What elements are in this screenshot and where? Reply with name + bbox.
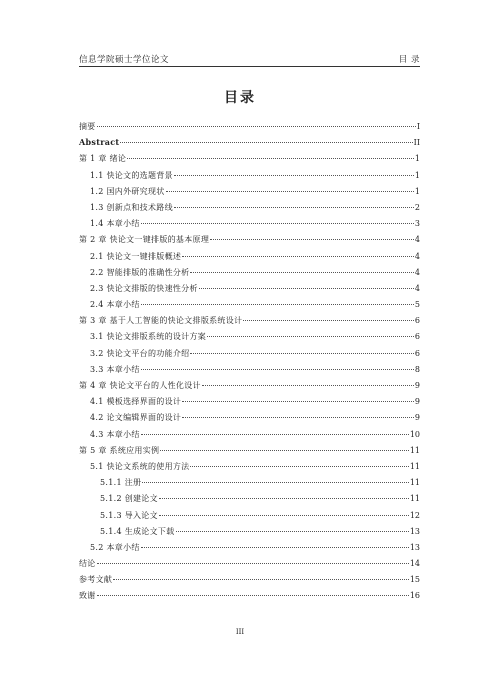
toc-entry-page: 3 xyxy=(414,219,420,229)
toc-entry-label: 5.1.1 注册 xyxy=(100,478,142,488)
toc-dot-leader xyxy=(159,515,409,516)
toc-entry[interactable] xyxy=(79,121,420,137)
toc-entry-page: 10 xyxy=(409,429,420,439)
toc-entry[interactable] xyxy=(79,218,420,234)
toc-dot-leader xyxy=(120,142,412,143)
toc-dot-leader xyxy=(97,595,409,596)
toc-entry-label: 第 2 章 快论文一键排版的基本原理 xyxy=(79,235,210,245)
toc-dot-leader xyxy=(141,434,409,435)
toc-dot-leader xyxy=(176,531,409,532)
toc-entry-label: 摘要 xyxy=(79,122,96,131)
toc-entry[interactable] xyxy=(79,542,420,558)
toc-dot-leader xyxy=(190,272,413,273)
toc-entry-page: 5 xyxy=(414,300,420,310)
toc-entry[interactable] xyxy=(79,267,420,283)
toc-entry[interactable] xyxy=(79,153,420,169)
toc-entry-label: 2.3 快论文排版的快速性分析 xyxy=(90,283,198,293)
toc-entry-label: 第 4 章 快论文平台的人性化设计 xyxy=(79,381,201,390)
toc-entry-page: 14 xyxy=(409,559,420,569)
toc-dot-leader xyxy=(174,207,414,208)
toc-dot-leader xyxy=(160,450,408,451)
toc-dot-leader xyxy=(113,579,409,580)
toc-entry[interactable] xyxy=(79,558,420,574)
toc-entry-page: 11 xyxy=(409,478,420,488)
toc-entry[interactable] xyxy=(79,299,420,315)
toc-dot-leader xyxy=(199,288,414,289)
toc-entry-label: 5.2 本章小结 xyxy=(90,542,140,552)
page-title: 目录 xyxy=(224,90,256,106)
toc-entry-page: 6 xyxy=(414,316,420,326)
toc-entry[interactable] xyxy=(79,202,420,218)
toc-dot-leader xyxy=(207,336,414,337)
toc-entry-page: 9 xyxy=(414,413,420,423)
toc-entry-page: 6 xyxy=(414,348,420,358)
toc-dot-leader xyxy=(190,353,413,354)
toc-entry[interactable] xyxy=(79,493,420,509)
toc-entry-label: 1.4 本章小结 xyxy=(90,219,140,229)
toc-entry-label: 4.1 模板选择界面的设计 xyxy=(90,397,182,407)
toc-dot-leader xyxy=(210,239,414,240)
toc-entry[interactable] xyxy=(79,429,420,445)
toc-entry-label: 1.2 国内外研究现状 xyxy=(90,186,165,196)
toc-entry-page: 16 xyxy=(409,591,420,601)
toc-entry-page: 9 xyxy=(414,397,420,407)
toc-entry-page: 4 xyxy=(414,235,420,245)
toc-dot-leader xyxy=(182,417,414,418)
toc-dot-leader xyxy=(243,320,414,321)
toc-entry[interactable] xyxy=(79,364,420,380)
toc-entry-label: 第 5 章 系统应用实例 xyxy=(79,445,160,455)
toc-entry-label: 致谢 xyxy=(79,591,96,601)
toc-entry[interactable] xyxy=(79,234,420,250)
toc-entry-page: 15 xyxy=(409,575,420,585)
toc-entry-label: 3.1 快论文排版系统的设计方案 xyxy=(90,332,207,342)
toc-entry-label: 5.1.3 导入论文 xyxy=(100,510,158,520)
toc-entry[interactable] xyxy=(79,526,420,542)
toc-dot-leader xyxy=(182,256,414,257)
toc-entry-label: 第 1 章 绪论 xyxy=(79,154,127,164)
toc-entry-label: 3.2 快论文平台的功能介绍 xyxy=(90,348,190,358)
toc-entry-page: 1 xyxy=(414,154,420,164)
toc-dot-leader xyxy=(202,385,414,386)
toc-entry-page: 11 xyxy=(409,461,420,471)
running-header xyxy=(79,53,420,65)
toc-dot-leader xyxy=(97,126,416,127)
toc-dot-leader xyxy=(141,223,414,224)
toc-entry-label: 结论 xyxy=(79,559,96,569)
toc-entry-label: 4.2 论文编辑界面的设计 xyxy=(90,413,182,423)
header-rule xyxy=(79,66,420,67)
toc-entry-label: 2.2 智能排版的准确性分析 xyxy=(90,267,190,277)
toc-entry-label: 5.1.4 生成论文下载 xyxy=(100,526,175,536)
toc-entry-label: 5.1.2 创建论文 xyxy=(100,494,158,504)
toc-entry[interactable] xyxy=(79,590,420,606)
toc-dot-leader xyxy=(166,191,414,192)
toc-entry-page: 13 xyxy=(409,542,420,552)
toc-entry-page: 6 xyxy=(414,332,420,342)
toc-entry-label: 4.3 本章小结 xyxy=(90,429,140,439)
toc-entry-page: 9 xyxy=(414,381,420,390)
toc-entry[interactable] xyxy=(79,186,420,202)
toc-entry[interactable] xyxy=(79,461,420,477)
toc-entry-page: 11 xyxy=(409,494,420,504)
toc-dot-leader xyxy=(159,498,409,499)
toc-entry-page: 2 xyxy=(414,202,420,212)
toc-entry[interactable] xyxy=(79,283,420,299)
page-number: III xyxy=(235,628,245,636)
toc-entry-page: 4 xyxy=(414,267,420,277)
toc-entry-page: 4 xyxy=(414,251,420,261)
header-right: 目 录 xyxy=(398,55,420,65)
toc-entry-page: I xyxy=(416,122,420,131)
toc-dot-leader xyxy=(97,563,409,564)
toc-entry-page: 11 xyxy=(409,445,420,455)
toc-dot-leader xyxy=(141,304,414,305)
toc-entry-page: 13 xyxy=(409,526,420,536)
toc-entry-page: 8 xyxy=(414,364,420,374)
toc-entry-page: 12 xyxy=(409,510,420,520)
toc-entry-label: 5.1 快论文系统的使用方法 xyxy=(90,461,190,471)
toc-entry-page: 4 xyxy=(414,283,420,293)
toc-entry-label: 2.1 快论文一键排版概述 xyxy=(90,251,182,261)
toc-dot-leader xyxy=(142,482,409,483)
toc-entry-page: II xyxy=(413,138,420,148)
toc-entry[interactable] xyxy=(79,170,420,186)
toc-entry[interactable] xyxy=(79,445,420,461)
toc-entry[interactable] xyxy=(79,477,420,493)
toc-entry-label: 2.4 本章小结 xyxy=(90,300,140,310)
table-of-contents xyxy=(79,121,420,607)
toc-dot-leader xyxy=(182,401,414,402)
toc-dot-leader xyxy=(141,369,414,370)
toc-dot-leader xyxy=(141,547,409,548)
toc-dot-leader xyxy=(127,158,414,159)
toc-entry[interactable] xyxy=(79,574,420,590)
header-left: 信息学院硕士学位论文 xyxy=(79,55,170,65)
toc-entry-label: 参考文献 xyxy=(79,575,113,585)
toc-entry[interactable] xyxy=(79,348,420,364)
toc-entry[interactable] xyxy=(79,137,420,153)
toc-entry-label: Abstract xyxy=(79,137,120,148)
toc-entry-label: 1.3 创新点和技术路线 xyxy=(90,202,173,212)
toc-entry[interactable] xyxy=(79,251,420,267)
toc-entry[interactable] xyxy=(79,510,420,526)
toc-entry[interactable] xyxy=(79,315,420,331)
toc-entry-label: 3.3 本章小结 xyxy=(90,364,140,374)
toc-entry-page: 1 xyxy=(414,170,420,180)
toc-entry[interactable] xyxy=(79,380,420,396)
toc-entry[interactable] xyxy=(79,412,420,428)
toc-entry-page: 1 xyxy=(414,186,420,196)
toc-entry-label: 第 3 章 基于人工智能的快论文排版系统设计 xyxy=(79,316,243,326)
toc-entry-label: 1.1 快论文的选题背景 xyxy=(90,170,173,180)
toc-dot-leader xyxy=(190,466,408,467)
toc-entry[interactable] xyxy=(79,331,420,347)
toc-dot-leader xyxy=(174,175,414,176)
toc-entry[interactable] xyxy=(79,396,420,412)
